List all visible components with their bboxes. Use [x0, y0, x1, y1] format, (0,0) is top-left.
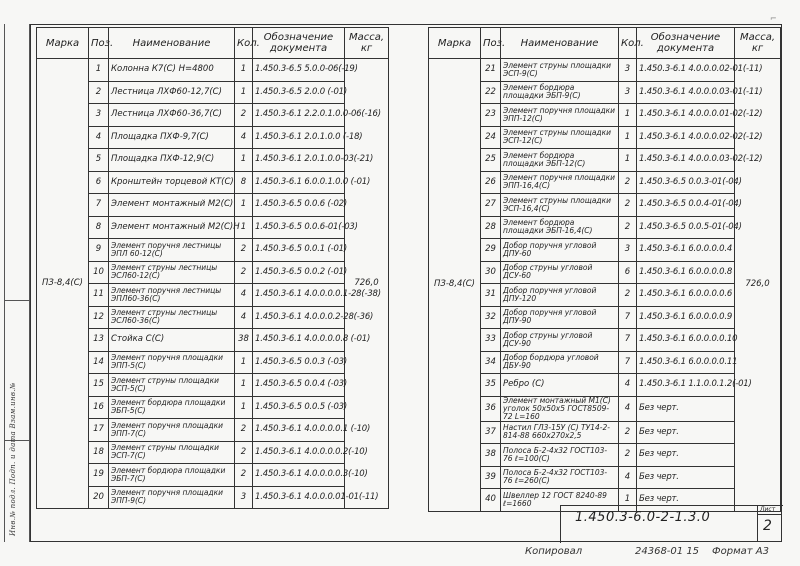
position-cell: 7	[89, 194, 109, 217]
quantity-cell: 4	[235, 306, 253, 329]
document-cell: Без черт.	[637, 444, 735, 467]
document-cell: 1.450.3-6.5 5.0.0-06(-19)	[253, 59, 345, 82]
document-cell: 1.450.3-6.1 6.0.0.0.0.6	[637, 284, 735, 307]
name-cell	[109, 419, 235, 442]
name-text: Добор поручня угловой ДПУ-90	[503, 308, 597, 326]
name-text: Элемент поручня площадки ЭПП-7(С)	[111, 420, 224, 438]
table-row	[429, 126, 781, 149]
name-text: Элемент поручня площадки ЭПП-12(С)	[503, 105, 616, 123]
quantity-cell: 4	[235, 126, 253, 149]
table-row	[429, 104, 781, 127]
quantity-cell: 2	[619, 216, 637, 239]
document-cell: 1.450.3-6.5 0.0.4 (-03)	[253, 374, 345, 397]
name-cell	[501, 104, 619, 127]
header-mass-line2: кг	[751, 43, 764, 54]
name-cell	[501, 126, 619, 149]
quantity-cell: 38	[235, 329, 253, 352]
sheet-label: Лист	[760, 506, 776, 513]
position-cell: 30	[481, 261, 501, 284]
table-row	[37, 239, 389, 262]
document-cell: 1.450.3-6.1 4.0.0.0.02-02(-12)	[637, 126, 735, 149]
name-text: Полоса Б-2-4х32 ГОСТ103-76 ℓ=260(С)	[503, 468, 608, 486]
header-doc-line1: Обозначение	[263, 32, 334, 43]
name-text: Элемент поручня площадки ЭПП-9(С)	[111, 488, 224, 506]
quantity-cell: 1	[619, 104, 637, 127]
position-cell: 17	[89, 419, 109, 442]
name-cell	[501, 149, 619, 172]
table-row	[429, 351, 781, 374]
position-cell: 5	[89, 149, 109, 172]
position-cell: 16	[89, 396, 109, 419]
position-cell: 33	[481, 329, 501, 352]
header-doc-line2: документа	[656, 43, 715, 54]
quantity-cell: 1	[235, 81, 253, 104]
table-row	[429, 466, 781, 489]
header-mass	[345, 28, 389, 59]
quantity-cell: 2	[235, 104, 253, 127]
position-cell: 22	[481, 81, 501, 104]
name-text: Элемент монтажный М2(С)Н	[111, 221, 240, 232]
position-cell: 9	[89, 239, 109, 262]
position-cell: 20	[89, 486, 109, 509]
table-row	[429, 149, 781, 172]
document-cell: 1.450.3-6.5 0.0.2 (-01)	[253, 261, 345, 284]
quantity-cell: 7	[619, 306, 637, 329]
table-row	[429, 59, 781, 82]
document-cell: 1.450.3-6.1 4.0.0.0.02-01(-11)	[637, 59, 735, 82]
name-text: Элемент поручня площадки ЭПП-5(С)	[111, 353, 224, 371]
name-text: Настил ГЛ3-15У (С) ТУ14-2-814-88 660х270х2,5	[503, 423, 610, 441]
quantity-cell: 4	[619, 374, 637, 397]
document-cell: 1.450.3-6.5 0.0.5 (-03)	[253, 396, 345, 419]
spec-table-left	[36, 27, 389, 509]
name-cell	[501, 466, 619, 489]
quantity-cell: 1	[235, 59, 253, 82]
quantity-cell: 6	[619, 261, 637, 284]
header-mass-line1: Масса,	[348, 32, 385, 43]
document-cell: 1.450.3-6.1 6.0.0.0.0.8	[637, 261, 735, 284]
table-row	[429, 329, 781, 352]
position-cell: 8	[89, 216, 109, 239]
position-cell: 21	[481, 59, 501, 82]
quantity-cell: 3	[619, 239, 637, 262]
quantity-cell: 1	[235, 216, 253, 239]
name-cell	[109, 261, 235, 284]
name-cell	[501, 421, 619, 444]
name-text: Добор струны угловой ДСУ-60	[503, 263, 593, 281]
name-text: Кронштейн торцевой КТ(С)	[111, 176, 234, 187]
table-row	[37, 396, 389, 419]
header-mass-line2: кг	[360, 43, 373, 54]
position-cell: 4	[89, 126, 109, 149]
quantity-cell: 4	[235, 284, 253, 307]
name-cell	[501, 239, 619, 262]
name-text: Элемент бордюра площадки ЭБП-7(С)	[111, 465, 226, 483]
header-doc-line2: документа	[269, 43, 328, 54]
table-row	[37, 149, 389, 172]
document-cell: 1.450.3-6.5 2.0.0 (-01)	[253, 81, 345, 104]
name-cell	[501, 351, 619, 374]
table-row	[37, 419, 389, 442]
table-row	[37, 126, 389, 149]
gutter-stamp-text: Инв.№ подл. Подп. и дата Взам.инв.№	[9, 382, 17, 536]
quantity-cell: 1	[619, 126, 637, 149]
document-cell: 1.450.3-6.1 6.0.0.0.0.4	[637, 239, 735, 262]
quantity-cell: 2	[235, 419, 253, 442]
table-row	[37, 306, 389, 329]
footer-order: 24368-01 15	[635, 546, 700, 557]
name-cell	[109, 464, 235, 487]
spec-table-right	[428, 27, 781, 512]
position-cell: 37	[481, 421, 501, 444]
quantity-cell: 2	[619, 194, 637, 217]
quantity-cell: 2	[235, 239, 253, 262]
quantity-cell: 4	[619, 396, 637, 421]
name-text: Элемент струны площадки ЭСП-16,4(С)	[503, 195, 612, 213]
table-row	[37, 194, 389, 217]
name-cell	[109, 306, 235, 329]
document-cell: Без черт.	[637, 489, 735, 512]
position-cell: 38	[481, 444, 501, 467]
quantity-cell: 2	[619, 171, 637, 194]
name-text: Элемент поручня лестницы ЭПЛ60-36(С)	[111, 285, 222, 303]
position-cell: 15	[89, 374, 109, 397]
quantity-cell: 1	[619, 149, 637, 172]
table-row	[37, 284, 389, 307]
name-text: Лестница ЛХФ60-36,7(С)	[111, 109, 222, 120]
document-code: 1.450.3-6.0-2-1.3.0	[575, 510, 711, 525]
name-cell	[109, 441, 235, 464]
name-cell	[501, 444, 619, 467]
table-row	[429, 194, 781, 217]
document-cell: 1.450.3-6.1 6.0.0.0.0.11	[637, 351, 735, 374]
mass-cell: 726,0	[345, 59, 389, 509]
quantity-cell: 1	[235, 396, 253, 419]
table-row	[37, 81, 389, 104]
table-row	[429, 374, 781, 397]
document-cell: 1.450.3-6.1 6.0.0.0.0.9	[637, 306, 735, 329]
quantity-cell: 3	[619, 81, 637, 104]
document-cell: 1.450.3-6.1 4.0.0.0.0.8 (-01)	[253, 329, 345, 352]
position-cell: 40	[481, 489, 501, 512]
position-cell: 36	[481, 396, 501, 421]
position-cell: 19	[89, 464, 109, 487]
quantity-cell: 1	[235, 374, 253, 397]
name-cell	[501, 171, 619, 194]
header-mass-line1: Масса,	[739, 32, 776, 43]
name-cell	[109, 351, 235, 374]
name-text: Элемент струны площадки ЭСП-9(С)	[503, 60, 612, 78]
table-row	[429, 444, 781, 467]
name-cell	[109, 171, 235, 194]
quantity-cell: 2	[619, 284, 637, 307]
name-cell	[501, 306, 619, 329]
header-pos: Поз.	[89, 28, 109, 59]
mark-cell: ПЗ-8,4(С)	[429, 59, 481, 512]
quantity-cell: 3	[619, 59, 637, 82]
name-cell	[109, 396, 235, 419]
name-cell	[501, 284, 619, 307]
name-text: Элемент струны лестницы ЭСЛ60-36(С)	[111, 308, 218, 326]
name-cell	[109, 239, 235, 262]
name-cell	[109, 126, 235, 149]
name-text: Элемент монтажный М1(С) уголок 50х50х5 ГОСТ8509-72 L=160	[503, 395, 611, 421]
name-text: Площадка ПХФ-9,7(С)	[111, 131, 209, 142]
name-cell	[109, 59, 235, 82]
table-row	[429, 261, 781, 284]
name-cell	[109, 284, 235, 307]
position-cell: 35	[481, 374, 501, 397]
corner-mark: ⌐	[770, 14, 777, 23]
name-text: Элемент бордюра площадки ЭБП-16,4(С)	[503, 218, 593, 236]
document-cell: 1.450.3-6.5 0.0.6-01(-03)	[253, 216, 345, 239]
table-header-row	[37, 28, 389, 59]
document-cell: 1.450.3-6.1 6.0.0.1.0.0 (-01)	[253, 171, 345, 194]
name-cell	[109, 216, 240, 239]
position-cell: 26	[481, 171, 501, 194]
table-row	[429, 81, 781, 104]
header-qty: Кол.	[235, 28, 253, 59]
quantity-cell: 8	[235, 171, 253, 194]
name-text: Колонна К7(С) Н=4800	[111, 64, 214, 75]
position-cell: 31	[481, 284, 501, 307]
position-cell: 6	[89, 171, 109, 194]
name-cell	[501, 329, 619, 352]
document-cell: 1.450.3-6.1 2.2.0.1.0.0-06(-16)	[253, 104, 345, 127]
position-cell: 10	[89, 261, 109, 284]
quantity-cell: 7	[619, 329, 637, 352]
table-row	[429, 216, 781, 239]
name-text: Элемент бордюра площадки ЭБП-5(С)	[111, 398, 226, 416]
header-pos: Поз.	[481, 28, 501, 59]
header-mark: Марка	[429, 28, 481, 59]
position-cell: 27	[481, 194, 501, 217]
table-row	[37, 171, 389, 194]
name-cell	[501, 261, 619, 284]
document-cell: 1.450.3-6.5 0.0.3-01(-04)	[637, 171, 735, 194]
table-row	[37, 441, 389, 464]
table-row	[429, 284, 781, 307]
name-cell	[109, 194, 235, 217]
document-cell: 1.450.3-6.1 4.0.0.0.03-02(-12)	[637, 149, 735, 172]
footer-format: Формат А3	[712, 546, 769, 557]
name-cell	[501, 59, 619, 82]
document-cell: Без черт.	[637, 421, 735, 444]
name-cell	[109, 329, 235, 352]
position-cell: 14	[89, 351, 109, 374]
table-row	[429, 171, 781, 194]
document-cell: 1.450.3-6.1 4.0.0.0.03-01(-11)	[637, 81, 735, 104]
document-cell: 1.450.3-6.1 4.0.0.0.0.1 (-10)	[253, 419, 345, 442]
document-cell: 1.450.3-6.1 4.0.0.0.2-28(-36)	[253, 306, 345, 329]
position-cell: 3	[89, 104, 109, 127]
header-name: Наименование	[501, 28, 619, 59]
table-row	[37, 351, 389, 374]
name-text: Площадка ПХФ-12,9(С)	[111, 154, 215, 165]
name-text: Полоса Б-2-4х32 ГОСТ103-76 ℓ=100(С)	[503, 445, 608, 463]
table-row	[429, 306, 781, 329]
position-cell: 39	[481, 466, 501, 489]
name-text: Стойка С(С)	[111, 334, 165, 345]
table-row	[37, 374, 389, 397]
name-text: Добор бордюра угловой ДБУ-90	[503, 353, 599, 371]
position-cell: 12	[89, 306, 109, 329]
header-doc	[637, 28, 735, 59]
name-cell	[501, 374, 619, 397]
table-row	[37, 329, 389, 352]
document-cell: Без черт.	[637, 396, 735, 421]
name-cell	[501, 194, 619, 217]
name-cell	[109, 81, 235, 104]
name-cell	[501, 216, 619, 239]
position-cell: 24	[481, 126, 501, 149]
header-name: Наименование	[109, 28, 235, 59]
mark-cell: ПЗ-8,4(С)	[37, 59, 89, 509]
gutter-divider	[4, 440, 30, 441]
document-cell: 1.450.3-6.5 0.0.5-01(-04)	[637, 216, 735, 239]
table-row	[429, 239, 781, 262]
document-cell: Без черт.	[637, 466, 735, 489]
header-qty: Кол.	[619, 28, 637, 59]
quantity-cell: 2	[235, 464, 253, 487]
name-text: Добор струны угловой ДСУ-90	[503, 330, 593, 348]
table-header-row	[429, 28, 781, 59]
table-row	[37, 464, 389, 487]
table-row	[429, 421, 781, 444]
name-cell	[109, 486, 235, 509]
quantity-cell: 4	[619, 466, 637, 489]
table-row	[429, 396, 781, 421]
document-cell: 1.450.3-6.1 2.0.1.0.0 (-18)	[253, 126, 345, 149]
document-cell: 1.450.3-6.5 0.0.3 (-03)	[253, 351, 345, 374]
position-cell: 34	[481, 351, 501, 374]
name-text: Элемент струны площадки ЭСП-7(С)	[111, 443, 220, 461]
sheet-number-divider	[757, 514, 782, 515]
document-cell: 1.450.3-6.5 0.0.6 (-02)	[253, 194, 345, 217]
name-text: Элемент струны лестницы ЭСЛ60-12(С)	[111, 263, 218, 281]
position-cell: 25	[481, 149, 501, 172]
quantity-cell: 2	[235, 261, 253, 284]
document-cell: 1.450.3-6.5 0.0.1 (-01)	[253, 239, 345, 262]
gutter-divider	[4, 300, 30, 301]
quantity-cell: 1	[235, 351, 253, 374]
name-cell	[109, 149, 235, 172]
header-mass	[735, 28, 781, 59]
document-cell: 1.450.3-6.1 4.0.0.0.0.3(-10)	[253, 464, 345, 487]
quantity-cell: 7	[619, 351, 637, 374]
footer-copied: Копировал	[525, 546, 583, 557]
quantity-cell: 1	[619, 489, 637, 512]
document-cell: 1.450.3-6.1 2.0.1.0.0-03(-21)	[253, 149, 345, 172]
name-text: Элемент струны площадки ЭСП-5(С)	[111, 375, 220, 393]
name-text: Элемент струны площадки ЭСП-12(С)	[503, 128, 612, 146]
document-cell: 1.450.3-6.1 6.0.0.0.0.10	[637, 329, 735, 352]
table-row	[37, 59, 389, 82]
name-text: Швеллер 12 ГОСТ 8240-89 ℓ=1660	[503, 490, 607, 508]
name-text: Элемент монтажный М2(С)	[111, 199, 234, 210]
position-cell: 1	[89, 59, 109, 82]
position-cell: 18	[89, 441, 109, 464]
table-row	[37, 216, 389, 239]
mass-cell: 726,0	[735, 59, 781, 512]
position-cell: 23	[481, 104, 501, 127]
name-text: Элемент поручня площадки ЭПП-16,4(С)	[503, 173, 616, 191]
quantity-cell: 3	[235, 486, 253, 509]
name-text: Добор поручня угловой ДПУ-120	[503, 285, 597, 303]
binding-gutter	[4, 24, 30, 542]
position-cell: 28	[481, 216, 501, 239]
document-cell: 1.450.3-6.5 0.0.4-01(-04)	[637, 194, 735, 217]
name-text: Элемент бордюра площадки ЭБП-12(С)	[503, 150, 586, 168]
header-doc	[253, 28, 345, 59]
document-cell: 1.450.3-6.1 4.0.0.0.01-01(-11)	[253, 486, 345, 509]
quantity-cell: 2	[619, 421, 637, 444]
sheet-number: 2	[763, 518, 772, 534]
table-row	[37, 104, 389, 127]
document-cell: 1.450.3-6.1 4.0.0.0.01-02(-12)	[637, 104, 735, 127]
position-cell: 11	[89, 284, 109, 307]
name-text: Элемент бордюра площадки ЭБП-9(С)	[503, 83, 581, 101]
document-cell: 1.450.3-6.1 1.1.0.0.1.2(-01)	[637, 374, 735, 397]
position-cell: 29	[481, 239, 501, 262]
position-cell: 2	[89, 81, 109, 104]
name-text: Ребро (С)	[503, 379, 545, 390]
name-cell	[109, 374, 235, 397]
document-cell: 1.450.3-6.1 4.0.0.0.0.2(-10)	[253, 441, 345, 464]
name-cell	[501, 396, 619, 421]
header-mark: Марка	[37, 28, 89, 59]
position-cell: 13	[89, 329, 109, 352]
quantity-cell: 2	[235, 441, 253, 464]
document-cell: 1.450.3-6.1 4.0.0.0.0.1-28(-38)	[253, 284, 345, 307]
table-row	[37, 486, 389, 509]
quantity-cell: 1	[235, 194, 253, 217]
quantity-cell: 1	[235, 149, 253, 172]
name-cell	[109, 104, 235, 127]
quantity-cell: 2	[619, 444, 637, 467]
name-cell	[501, 81, 619, 104]
name-text: Добор поручня угловой ДПУ-60	[503, 240, 597, 258]
name-text: Элемент поручня лестницы ЭПЛ 60-12(С)	[111, 240, 222, 258]
name-text: Лестница ЛХФ60-12,7(С)	[111, 86, 222, 97]
position-cell: 32	[481, 306, 501, 329]
table-row	[37, 261, 389, 284]
header-doc-line1: Обозначение	[650, 32, 721, 43]
